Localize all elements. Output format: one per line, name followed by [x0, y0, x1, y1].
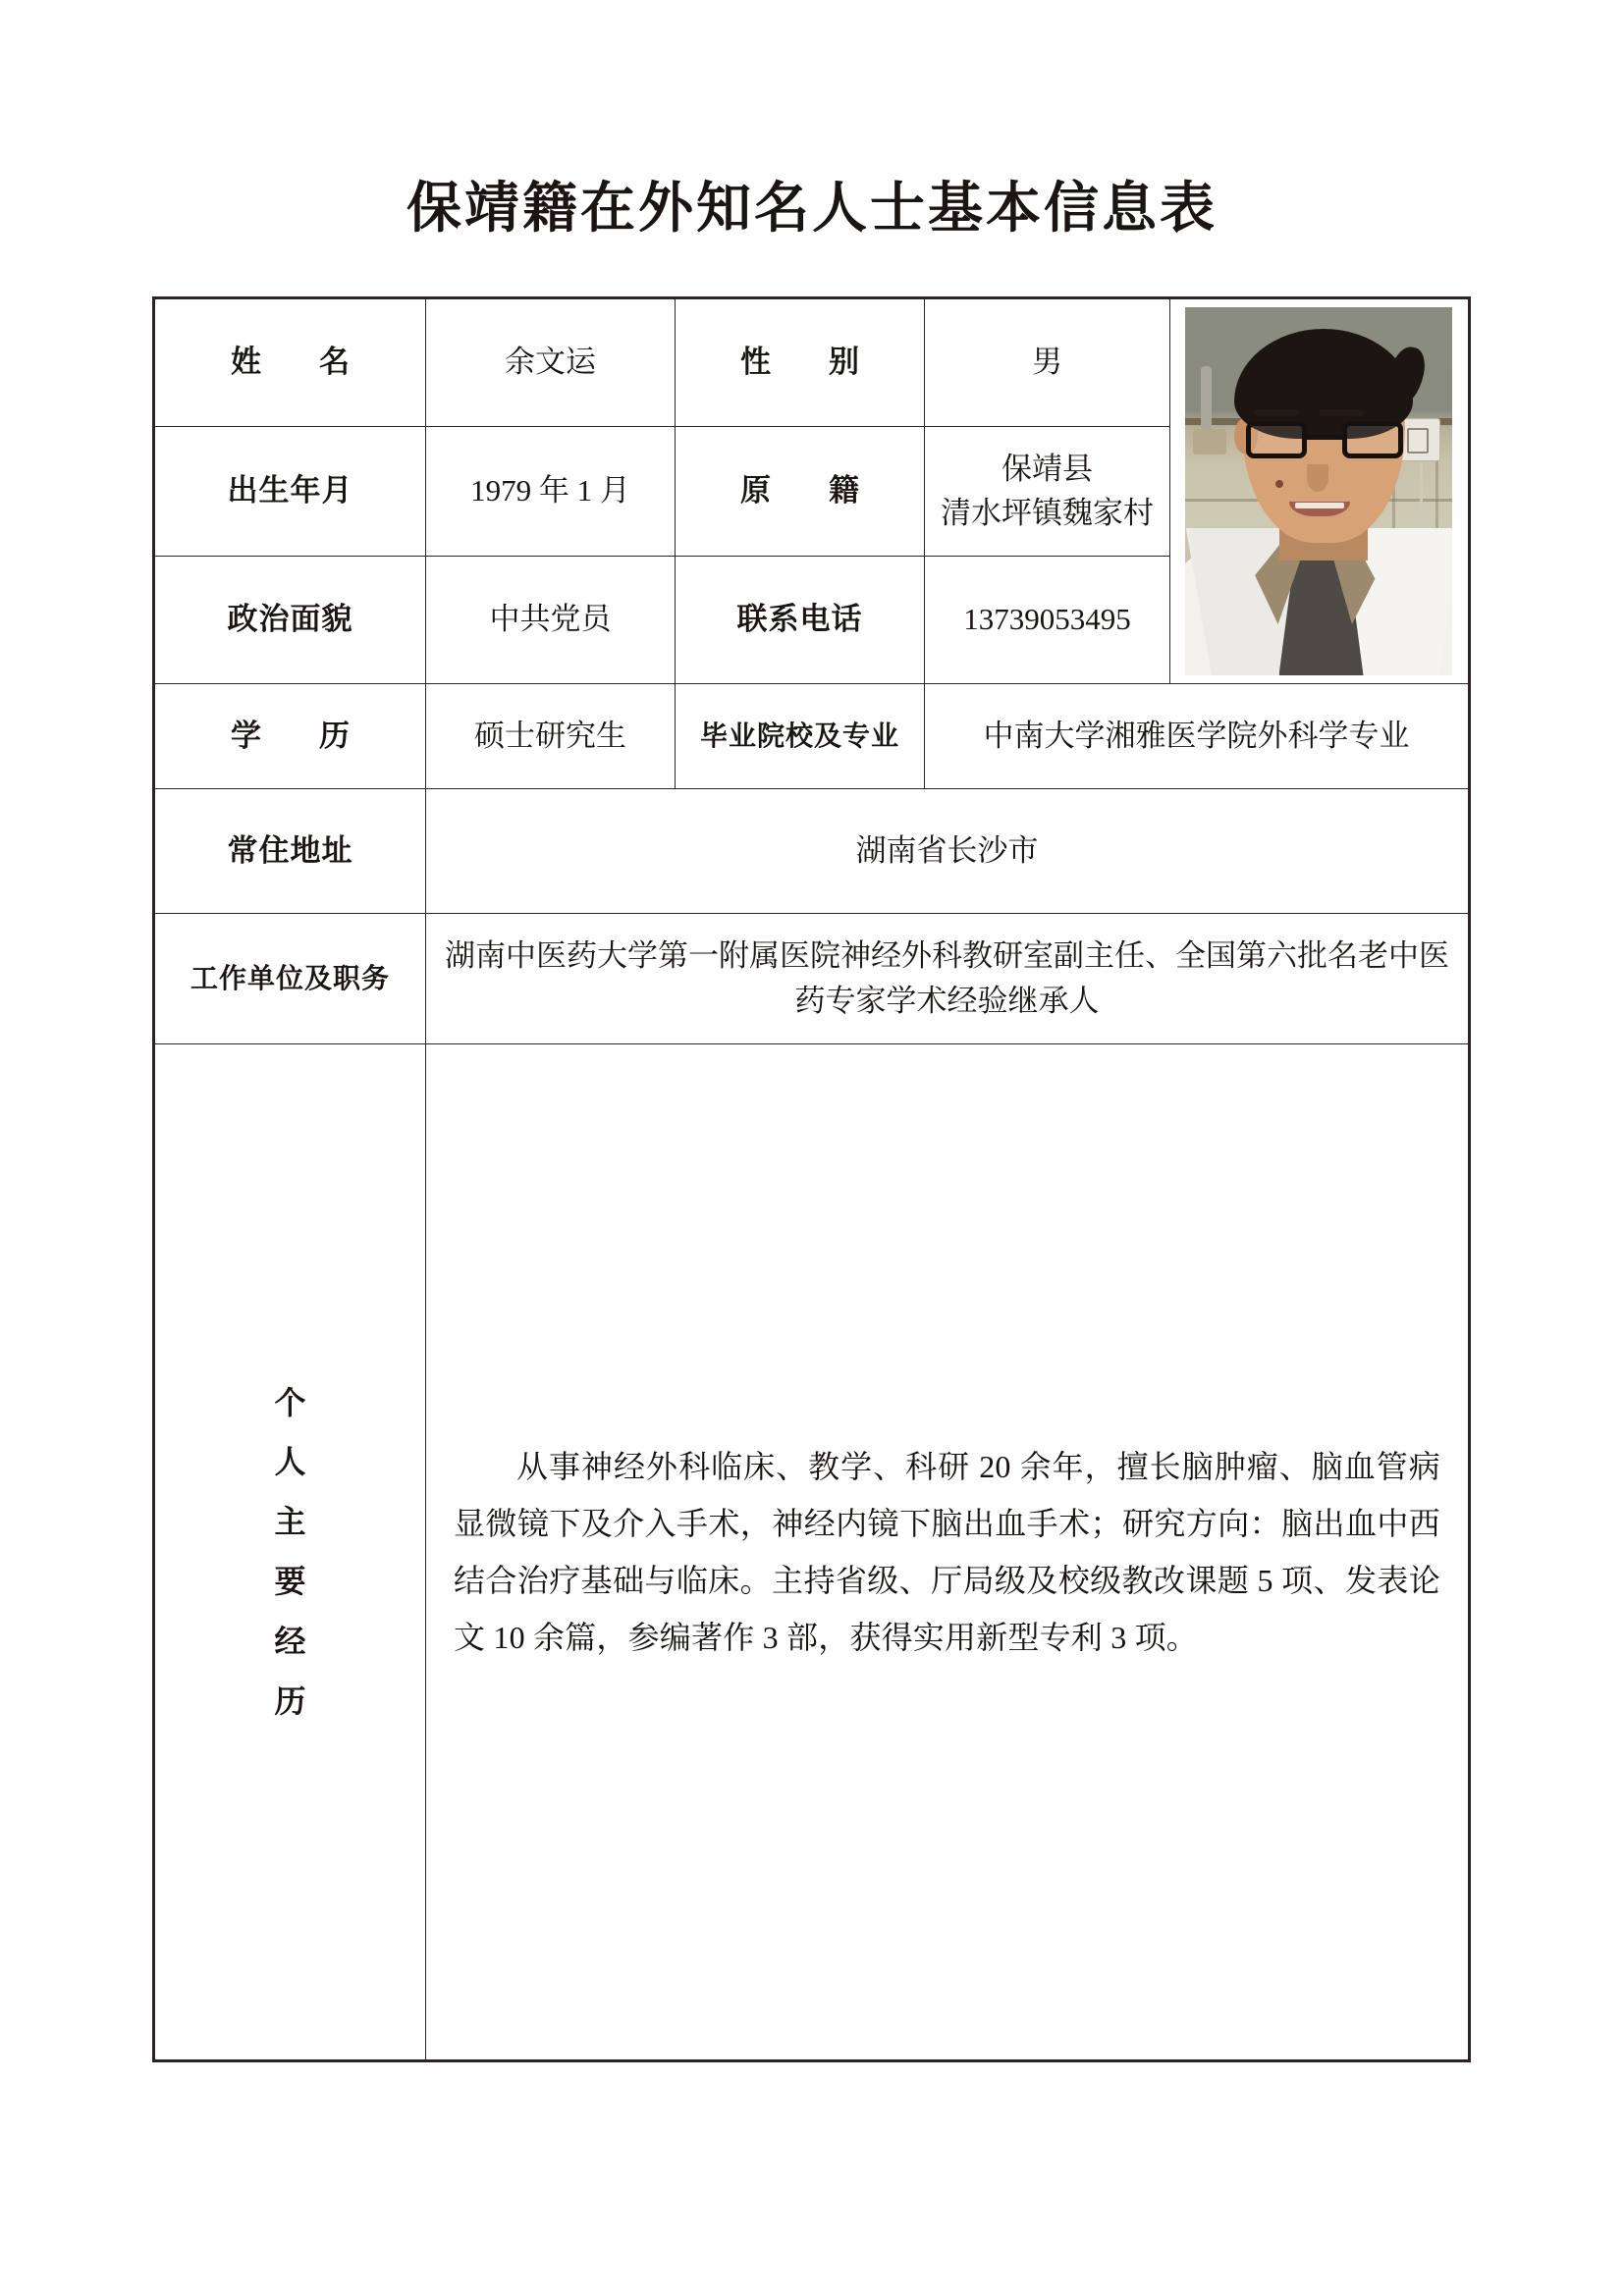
value-birth-date: 1979 年 1 月 [426, 427, 676, 557]
label-personal-history [154, 1044, 426, 2061]
value-native-place [925, 427, 1170, 557]
label-gender: 性 别 [676, 298, 925, 427]
value-personal-history [426, 1044, 1470, 2061]
native-place-line-2: 清水坪镇魏家村 [941, 495, 1154, 530]
photo-cell [1170, 298, 1470, 684]
facial-mole [1275, 480, 1283, 488]
eyeglasses [1246, 421, 1403, 460]
native-place-line-1: 保靖县 [1001, 451, 1093, 486]
label-name: 姓 名 [154, 298, 426, 427]
label-workplace: 工作单位及职务 [154, 914, 426, 1044]
table-row-workplace [154, 914, 1470, 1044]
vertical-label-char: 经 [274, 1623, 306, 1659]
label-native-place: 原 籍 [676, 427, 925, 557]
table-row-history [154, 1044, 1470, 2061]
value-school-major: 中南大学湘雅医学院外科学专业 [925, 684, 1470, 789]
personal-history-text: 从事神经外科临床、教学、科研 20 余年，擅长脑肿瘤、脑血管病显微镜下及介入手术，神经内镜下脑出血手术；研究方向：脑出血中西结合治疗基础与临床。主持省级、厅局级及校级教改课题 5 项、发表论文 10 余篇，参编著作 3 部，获得实用新型专利 3 项。 [454, 1448, 1440, 1656]
wall-fitting [1193, 429, 1226, 454]
value-gender: 男 [925, 298, 1170, 427]
vertical-label-char: 历 [274, 1682, 306, 1719]
label-school-major: 毕业院校及专业 [676, 684, 925, 789]
label-birth-date: 出生年月 [154, 427, 426, 557]
vertical-label-char: 要 [274, 1564, 306, 1599]
value-residence: 湖南省长沙市 [426, 789, 1470, 914]
portrait-photo [1185, 307, 1452, 675]
label-phone: 联系电话 [676, 557, 925, 684]
table-row-residence [154, 789, 1470, 914]
value-workplace: 湖南中医药大学第一附属医院神经外科教研室副主任、全国第六批名老中医药专家学术经验继承人 [426, 914, 1470, 1044]
vertical-label-stack [155, 1373, 425, 1732]
value-name: 余文运 [426, 298, 676, 427]
vertical-label-char: 人 [274, 1444, 306, 1480]
nose [1307, 464, 1328, 492]
value-political-status: 中共党员 [426, 557, 676, 684]
vertical-label-char: 个 [274, 1384, 306, 1420]
page-title: 保靖籍在外知名人士基本信息表 [406, 179, 1218, 240]
personal-info-table [152, 296, 1471, 2062]
vertical-label-char: 主 [274, 1504, 306, 1540]
label-education: 学 历 [154, 684, 426, 789]
value-education: 硕士研究生 [426, 684, 676, 789]
value-phone: 13739053495 [925, 557, 1170, 684]
table-row-name [154, 298, 1470, 427]
table-row-education [154, 684, 1470, 789]
label-political-status: 政治面貌 [154, 557, 426, 684]
label-residence: 常住地址 [154, 789, 426, 914]
